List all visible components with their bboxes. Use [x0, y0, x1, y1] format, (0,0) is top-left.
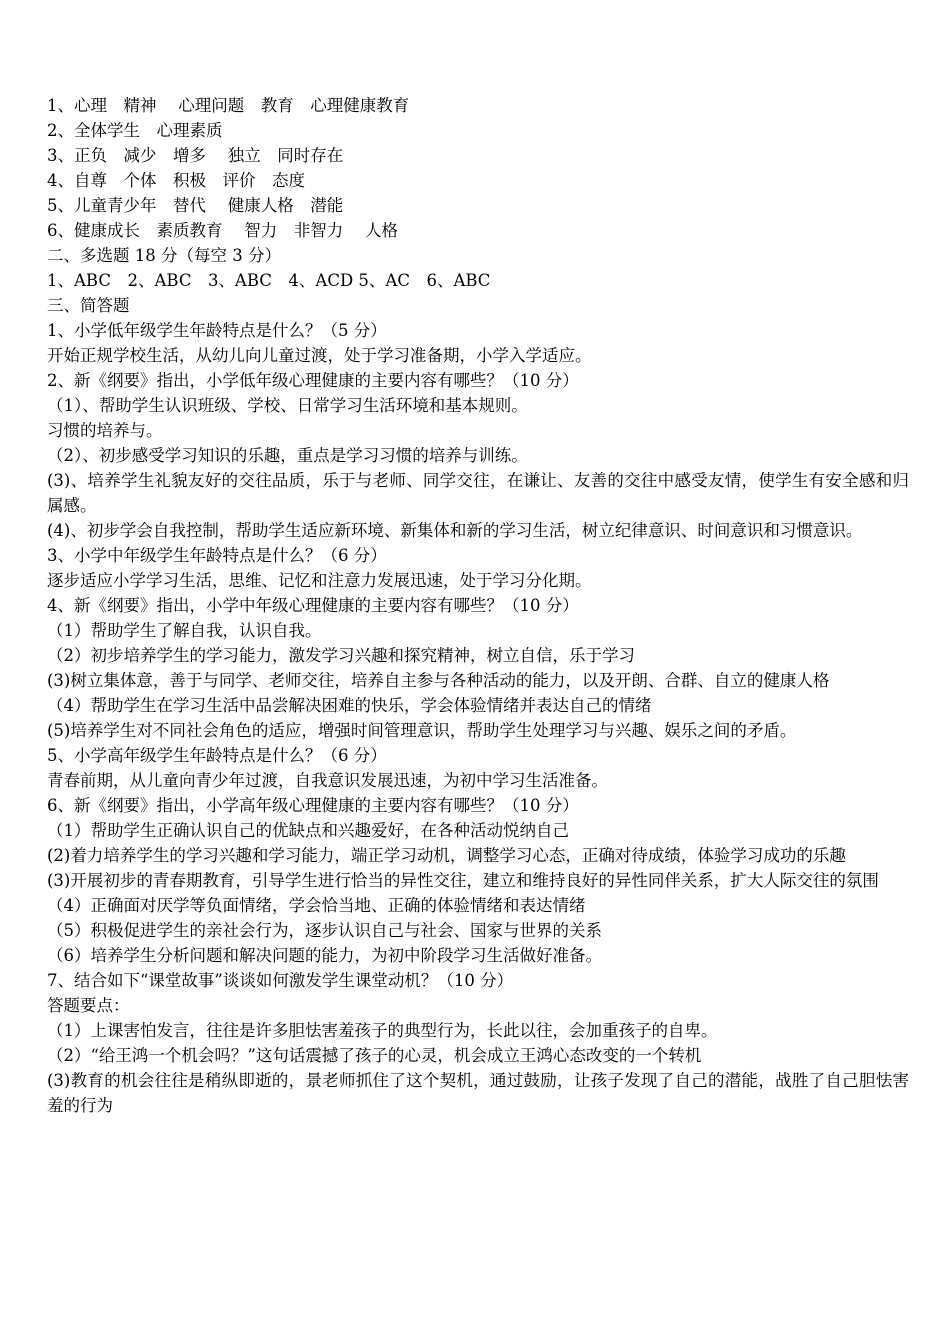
- question-1: 1、小学低年级学生年龄特点是什么？（5 分）: [47, 321, 387, 340]
- section-heading-short-answer: 三、简答题: [47, 296, 130, 315]
- answer-7-item-1: （1）上课害怕发言，往往是许多胆怯害羞孩子的典型行为，长此以往，会加重孩子的自卑。: [47, 1021, 718, 1040]
- answer-4-item-4: （4）帮助学生在学习生活中品尝解决困难的快乐，学会体验情绪并表达自己的情绪: [47, 696, 652, 715]
- question-5: 5、小学高年级学生年龄特点是什么？（6 分）: [47, 746, 387, 765]
- line-6: 6、健康成长 素质教育 智力 非智力 人格: [47, 221, 398, 240]
- multiple-choice-answers: 1、ABC 2、ABC 3、ABC 4、ACD 5、AC 6、ABC: [47, 271, 491, 290]
- document-body: [47, 93, 909, 1118]
- answer-2-item-3: (3)、培养学生礼貌友好的交往品质，乐于与老师、同学交往，在谦让、友善的交往中感受友情，使学生有安全感和归属感。: [47, 471, 909, 515]
- answer-6-item-2: (2)着力培养学生的学习兴趣和学习能力，端正学习动机，调整学习心态，正确对待成绩，体验学习成功的乐趣: [47, 846, 846, 865]
- answer-7-heading: 答题要点：: [47, 996, 130, 1015]
- line-3: 3、正负 减少 增多 独立 同时存在: [47, 146, 344, 165]
- answer-7-item-2: （2）“给王鸿一个机会吗？”这句话震撼了孩子的心灵，机会成立王鸿心态改变的一个转机: [47, 1046, 702, 1065]
- answer-4-item-2: （2）初步培养学生的学习能力，激发学习兴趣和探究精神，树立自信，乐于学习: [47, 646, 635, 665]
- line-4: 4、自尊 个体 积极 评价 态度: [47, 171, 305, 190]
- answer-4-item-1: （1）帮助学生了解自我，认识自我。: [47, 621, 322, 640]
- answer-6-item-3: (3)开展初步的青春期教育，引导学生进行恰当的异性交往，建立和维持良好的异性同伴关系，扩大人际交往的氛围: [47, 871, 879, 890]
- answer-3: 逐步适应小学学习生活，思维、记忆和注意力发展迅速，处于学习分化期。: [47, 571, 592, 590]
- answer-2-item-2: （2）、初步感受学习知识的乐趣，重点是学习习惯的培养与训练。: [47, 446, 528, 465]
- answer-6-item-1: （1）帮助学生正确认识自己的优缺点和兴趣爱好，在各种活动悦纳自己: [47, 821, 569, 840]
- question-2: 2、新《纲要》指出，小学低年级心理健康的主要内容有哪些？（10 分）: [47, 371, 579, 390]
- line-2: 2、全体学生 心理素质: [47, 121, 223, 140]
- question-6: 6、新《纲要》指出，小学高年级心理健康的主要内容有哪些？（10 分）: [47, 796, 579, 815]
- answer-2-item-4: (4)、初步学会自我控制，帮助学生适应新环境、新集体和新的学习生活，树立纪律意识、时间意识和习惯意识。: [47, 521, 863, 540]
- answer-4-item-5: (5)培养学生对不同社会角色的适应，增强时间管理意识，帮助学生处理学习与兴趣、娱乐之间的矛盾。: [47, 721, 797, 740]
- answer-6-item-6: （6）培养学生分析问题和解决问题的能力，为初中阶段学习生活做好准备。: [47, 946, 602, 965]
- question-4: 4、新《纲要》指出，小学中年级心理健康的主要内容有哪些？（10 分）: [47, 596, 579, 615]
- answer-6-item-4: （4）正确面对厌学等负面情绪，学会恰当地、正确的体验情绪和表达情绪: [47, 896, 586, 915]
- answer-4-item-3: (3)树立集体意，善于与同学、老师交往，培养自主参与各种活动的能力，以及开朗、合群、自立的健康人格: [47, 671, 830, 690]
- line-5: 5、儿童青少年 替代 健康人格 潜能: [47, 196, 344, 215]
- line-1: 1、心理 精神 心理问题 教育 心理健康教育: [47, 96, 410, 115]
- answer-5: 青春前期，从儿童向青少年过渡，自我意识发展迅速，为初中学习生活准备。: [47, 771, 608, 790]
- answer-1: 开始正规学校生活，从幼儿向儿童过渡，处于学习准备期，小学入学适应。: [47, 346, 592, 365]
- question-7: 7、结合如下“课堂故事”谈谈如何激发学生课堂动机？（10 分）: [47, 971, 514, 990]
- question-3: 3、小学中年级学生年龄特点是什么？（6 分）: [47, 546, 387, 565]
- answer-6-item-5: （5）积极促进学生的亲社会行为，逐步认识自己与社会、国家与世界的关系: [47, 921, 602, 940]
- answer-7-item-3: (3)教育的机会往往是稍纵即逝的，景老师抓住了这个契机，通过鼓励，让孩子发现了自己的潜能，战胜了自己胆怯害羞的行为: [47, 1071, 909, 1115]
- section-heading-multiple-choice: 二、多选题 18 分（每空 3 分）: [47, 246, 281, 265]
- answer-2-note: 习惯的培养与。: [47, 421, 163, 440]
- answer-2-item-1: （1）、帮助学生认识班级、学校、日常学习生活环境和基本规则。: [47, 396, 528, 415]
